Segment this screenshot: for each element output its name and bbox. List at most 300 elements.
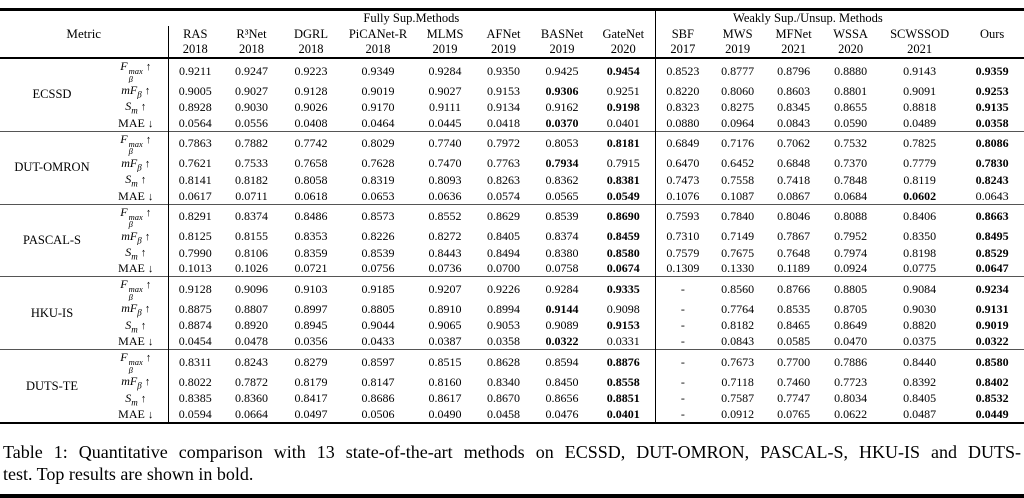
table-caption — [3, 441, 1021, 485]
value-cell: 0.8686 — [361, 391, 395, 406]
method-name: SCWSSOD — [890, 26, 950, 41]
dataset-label: DUT-OMRON — [0, 131, 104, 204]
metric-label: MAE ↓ — [118, 334, 154, 349]
value-cell: 0.7621 — [168, 156, 222, 172]
value-cell: 0.8381 — [606, 172, 640, 187]
value-cell: 0.8495 — [975, 229, 1009, 244]
value-cell: 0.8058 — [294, 172, 328, 187]
value-cell: 0.7848 — [834, 172, 868, 187]
value-cell: 0.8275 — [721, 100, 755, 115]
method-name: RAS — [168, 26, 222, 42]
value-cell: 0.9349 — [341, 58, 415, 83]
value-cell: 0.9134 — [487, 100, 520, 115]
method-name: BASNet — [540, 26, 584, 41]
value-cell: 0.0574 — [487, 188, 520, 203]
value-cell: 0.0387 — [428, 334, 462, 349]
value-cell: 0.0684 — [834, 188, 868, 203]
value-cell: 0.9207 — [415, 277, 475, 302]
value-cell: 0.8663 — [960, 204, 1024, 229]
value-cell: 0.9306 — [545, 83, 579, 98]
value-cell: 0.7872 — [235, 374, 268, 389]
metric-label: $S_m$ ↑ — [125, 317, 147, 335]
data-row — [0, 229, 1024, 245]
value-cell: 0.0506 — [361, 406, 395, 421]
data-row — [0, 172, 1024, 188]
value-cell: 0.8801 — [834, 83, 868, 98]
value-cell: 0.7974 — [834, 245, 868, 260]
value-cell: 0.7867 — [777, 229, 811, 244]
value-cell: 0.8818 — [903, 100, 937, 115]
value-cell: 0.7593 — [655, 204, 710, 229]
value-cell: 0.7952 — [834, 229, 868, 244]
method-name: R³Net — [236, 26, 267, 41]
metric-label: $S_m$ ↑ — [125, 172, 147, 189]
value-cell: 0.9247 — [222, 58, 281, 83]
value-cell: 0.8532 — [975, 391, 1009, 406]
value-cell: 0.0643 — [975, 188, 1009, 203]
value-cell: 0.8539 — [361, 245, 395, 260]
value-cell: 0.8670 — [487, 391, 520, 406]
value-cell: 0.0464 — [361, 115, 395, 130]
value-cell: 0.9005 — [168, 83, 222, 99]
value-cell: 0.0880 — [655, 116, 710, 132]
value-cell: 0.8220 — [655, 83, 710, 99]
value-cell: 0.7460 — [777, 374, 811, 389]
value-cell: 0.6848 — [777, 156, 811, 171]
value-cell: 0.8807 — [235, 302, 268, 317]
value-cell: 0.0331 — [606, 334, 640, 349]
value-cell: 0.7062 — [765, 131, 822, 156]
value-cell: 0.0674 — [606, 261, 640, 276]
value-cell: 0.8088 — [822, 204, 879, 229]
value-cell: - — [655, 374, 710, 390]
value-cell: 0.7779 — [903, 156, 937, 171]
value-cell: 0.9350 — [475, 58, 532, 83]
value-cell: 0.8486 — [281, 204, 341, 229]
value-cell: 0.0356 — [294, 334, 328, 349]
method-year: 2019 — [725, 42, 751, 56]
data-row — [0, 83, 1024, 99]
value-cell: - — [655, 391, 710, 407]
value-cell: 0.8997 — [294, 302, 328, 317]
metric-arrow-icon: ↑ — [140, 246, 147, 259]
value-cell: - — [655, 334, 710, 350]
value-cell: 0.7830 — [975, 156, 1009, 171]
value-cell: 0.8874 — [168, 318, 222, 334]
metric-arrow-icon: ↑ — [145, 279, 152, 292]
method-year: 2021 — [781, 42, 807, 56]
metric-label: $mF_\beta$ ↑ — [121, 301, 151, 318]
value-cell: 0.8580 — [606, 245, 640, 260]
value-cell: 0.8628 — [475, 350, 532, 375]
metric-arrow-icon: ↑ — [144, 157, 151, 170]
value-cell: 0.0721 — [294, 261, 328, 276]
value-cell: 0.0458 — [487, 406, 520, 421]
value-cell: 0.9053 — [487, 318, 520, 333]
metric-column-header: Metric — [66, 26, 102, 41]
value-cell: 0.7747 — [777, 391, 811, 406]
value-cell: 0.8655 — [834, 100, 868, 115]
metric-arrow-icon: ↓ — [147, 117, 154, 130]
metric-label: $S_m$ ↑ — [125, 390, 147, 407]
value-cell: 0.8920 — [235, 318, 268, 333]
value-cell: 0.1189 — [777, 261, 810, 276]
metric-arrow-icon: ↑ — [144, 376, 151, 389]
value-cell: 0.7972 — [475, 131, 532, 156]
metric-arrow-icon: ↑ — [140, 101, 147, 114]
value-cell: 0.8243 — [975, 172, 1009, 187]
value-cell: - — [655, 350, 710, 375]
value-cell: 0.8928 — [168, 99, 222, 115]
value-cell: 0.9335 — [592, 277, 655, 302]
value-cell: 0.8181 — [592, 131, 655, 156]
value-cell: 0.7764 — [721, 302, 755, 317]
method-name: SBF — [655, 26, 710, 42]
value-cell: 0.9128 — [168, 277, 222, 302]
value-cell: 0.6470 — [655, 156, 710, 172]
value-cell: 0.0478 — [235, 334, 268, 349]
value-cell: 0.0358 — [975, 115, 1009, 130]
value-cell: 0.9135 — [975, 100, 1009, 115]
data-row — [0, 277, 1024, 302]
value-cell: 0.8226 — [361, 229, 395, 244]
value-cell: - — [655, 318, 710, 334]
value-cell: 0.0322 — [975, 334, 1009, 349]
data-row — [0, 261, 1024, 277]
method-year: 2020 — [610, 42, 636, 56]
value-cell: 0.8443 — [428, 245, 462, 260]
method-year: 2018 — [239, 42, 264, 56]
value-cell: 0.0765 — [777, 406, 811, 421]
value-cell: 0.0454 — [168, 334, 222, 350]
dataset-label: ECSSD — [0, 58, 104, 131]
value-cell: 0.9185 — [341, 277, 415, 302]
metric-label: MAE ↓ — [118, 406, 154, 421]
value-cell: 0.8910 — [428, 302, 462, 317]
value-cell: 0.0843 — [721, 334, 755, 349]
method-name: DGRL — [293, 26, 329, 41]
value-cell: 0.8597 — [341, 350, 415, 375]
value-cell: 0.8182 — [721, 318, 755, 333]
method-year: 2018 — [365, 42, 391, 56]
bottom-rule — [0, 494, 1024, 498]
value-cell: 0.0653 — [361, 188, 395, 203]
value-cell: 0.8263 — [487, 172, 520, 187]
value-cell: 0.9019 — [975, 318, 1009, 333]
value-cell: 0.0602 — [903, 188, 937, 203]
value-cell: 0.0565 — [545, 188, 579, 203]
data-row — [0, 407, 1024, 423]
value-cell: 0.0497 — [294, 406, 328, 421]
value-cell: 0.9223 — [281, 58, 341, 83]
value-cell: 0.9026 — [294, 100, 328, 115]
value-cell: 0.7532 — [822, 131, 879, 156]
value-cell: 0.0433 — [361, 334, 395, 349]
value-cell: 0.0775 — [903, 261, 937, 276]
value-cell: 0.7658 — [294, 156, 328, 171]
value-cell: 0.9198 — [606, 100, 640, 115]
value-cell: 0.8340 — [487, 374, 520, 389]
data-row — [0, 156, 1024, 172]
value-cell: 0.0700 — [487, 261, 520, 276]
value-cell: 0.1013 — [168, 261, 222, 277]
data-row — [0, 58, 1024, 83]
metric-label: MAE ↓ — [118, 115, 154, 130]
value-cell: 0.9044 — [361, 318, 395, 333]
value-cell: 0.9170 — [361, 100, 395, 115]
value-cell: 0.0843 — [777, 115, 811, 130]
metric-label: $S_m$ ↑ — [125, 244, 147, 262]
value-cell: 0.7628 — [361, 156, 395, 171]
value-cell: 0.8353 — [294, 229, 328, 244]
value-cell: 0.9234 — [960, 277, 1024, 302]
value-cell: 0.9253 — [975, 83, 1009, 98]
method-name: MFNet — [775, 26, 812, 41]
value-cell: 0.9103 — [281, 277, 341, 302]
value-cell: 0.8160 — [428, 374, 462, 389]
value-cell: 0.9065 — [428, 318, 462, 333]
value-cell: 0.7473 — [655, 172, 710, 188]
value-cell: 0.8319 — [361, 172, 395, 187]
value-cell: 0.7700 — [765, 350, 822, 375]
value-cell: 0.0756 — [361, 261, 395, 276]
value-cell: 0.7990 — [168, 245, 222, 261]
metric-arrow-icon: ↑ — [145, 133, 152, 146]
value-cell: 0.9027 — [428, 83, 462, 98]
value-cell: 0.8141 — [168, 172, 222, 188]
value-cell: 0.8535 — [777, 302, 811, 317]
value-cell: 0.8119 — [903, 172, 936, 187]
value-cell: 0.8529 — [975, 245, 1009, 260]
value-cell: 0.8182 — [235, 172, 268, 187]
value-cell: 0.0408 — [294, 115, 328, 130]
method-name: PiCANet-R — [348, 26, 408, 41]
value-cell: 0.8560 — [710, 277, 765, 302]
method-name: AFNet — [486, 26, 521, 41]
value-cell: 0.9144 — [545, 302, 579, 317]
value-cell: 0.9019 — [361, 83, 395, 98]
value-cell: 0.8147 — [361, 374, 395, 389]
value-cell: 0.8034 — [834, 391, 868, 406]
value-cell: 0.9211 — [168, 58, 222, 83]
value-cell: 0.0622 — [834, 406, 868, 421]
value-cell: 0.7740 — [415, 131, 475, 156]
group-header: Weakly Sup./Unsup. Methods — [655, 10, 960, 27]
metric-arrow-icon: ↑ — [145, 352, 152, 365]
value-cell: 0.9359 — [960, 58, 1024, 83]
method-year: 2017 — [655, 42, 710, 58]
value-cell: 0.8805 — [361, 302, 395, 317]
value-cell: 0.9030 — [235, 100, 268, 115]
value-cell: 0.8603 — [777, 83, 811, 98]
value-cell: 0.7418 — [777, 172, 811, 187]
value-cell: 0.8093 — [428, 172, 462, 187]
value-cell: 0.8440 — [879, 350, 960, 375]
value-cell: 0.8405 — [487, 229, 520, 244]
group-header: Fully Sup.Methods — [363, 11, 460, 25]
value-cell: 0.1087 — [721, 188, 755, 203]
table-body — [0, 58, 1024, 423]
value-cell: 0.8086 — [960, 131, 1024, 156]
value-cell: 0.8851 — [606, 391, 640, 406]
value-cell: 0.8705 — [834, 302, 868, 317]
value-cell: 0.7149 — [721, 229, 755, 244]
value-cell: 0.9425 — [532, 58, 592, 83]
value-cell: 0.8022 — [168, 374, 222, 390]
value-cell: 0.7763 — [487, 156, 520, 171]
value-cell: 0.8243 — [222, 350, 281, 375]
dataset-label: PASCAL-S — [0, 204, 104, 277]
value-cell: - — [655, 301, 710, 317]
value-cell: 0.8350 — [903, 229, 937, 244]
method-year: 2019 — [549, 42, 575, 56]
value-cell: 0.8450 — [545, 374, 579, 389]
value-cell: 0.0585 — [777, 334, 811, 349]
value-cell: 0.0618 — [294, 188, 328, 203]
value-cell: 0.8380 — [545, 245, 579, 260]
metric-label: $mF_\beta$ ↑ — [121, 228, 151, 245]
value-cell: 0.0401 — [606, 406, 640, 421]
value-cell: 0.7915 — [606, 156, 640, 171]
value-cell: 0.8179 — [294, 374, 328, 389]
metric-arrow-icon: ↓ — [147, 190, 154, 203]
value-cell: 0.0487 — [903, 406, 937, 421]
value-cell: 0.7840 — [710, 204, 765, 229]
value-cell: 0.9153 — [606, 318, 640, 333]
value-cell: 0.8272 — [428, 229, 462, 244]
value-cell: 0.8374 — [545, 229, 579, 244]
data-row — [0, 204, 1024, 229]
value-cell: 0.0358 — [487, 334, 520, 349]
method-name: GateNet — [602, 26, 645, 41]
value-cell: 0.8311 — [168, 350, 222, 375]
value-cell: 0.8291 — [168, 204, 222, 229]
value-cell: 0.8406 — [879, 204, 960, 229]
value-cell: 0.9128 — [294, 83, 328, 98]
value-cell: 0.7863 — [168, 131, 222, 156]
value-cell: 0.0375 — [903, 334, 937, 349]
value-cell: 0.7558 — [721, 172, 755, 187]
value-cell: 0.7723 — [834, 374, 868, 389]
value-cell: 0.8876 — [592, 350, 655, 375]
value-cell: 0.9153 — [487, 83, 520, 98]
method-name: MLMS — [426, 26, 464, 41]
metric-arrow-icon: ↑ — [145, 206, 152, 219]
dataset-label: DUTS-TE — [0, 350, 104, 423]
value-cell: 0.8125 — [168, 229, 222, 245]
method-name: MWS — [722, 26, 753, 41]
value-cell: 0.8766 — [765, 277, 822, 302]
value-cell: 0.9226 — [475, 277, 532, 302]
value-cell: 0.8279 — [281, 350, 341, 375]
value-cell: 0.8465 — [777, 318, 811, 333]
value-cell: - — [655, 277, 710, 302]
value-cell: 0.0489 — [903, 115, 937, 130]
value-cell: 0.8558 — [606, 374, 640, 389]
value-cell: 0.0564 — [168, 116, 222, 132]
value-cell: 0.8515 — [415, 350, 475, 375]
method-year: 2018 — [298, 42, 324, 56]
value-cell: 0.0549 — [606, 188, 640, 203]
value-cell: 0.8402 — [975, 374, 1009, 389]
value-cell: 0.0924 — [834, 261, 868, 276]
value-cell: 0.9098 — [606, 302, 640, 317]
data-row — [0, 99, 1024, 115]
value-cell: 0.8494 — [487, 245, 520, 260]
value-cell: 0.8046 — [765, 204, 822, 229]
value-cell: 0.8060 — [721, 83, 755, 98]
ours-column-header: Ours — [979, 26, 1005, 41]
method-name: WSSA — [833, 26, 868, 41]
value-cell: 0.0647 — [975, 261, 1009, 276]
value-cell: 0.8875 — [168, 301, 222, 317]
value-cell: 0.0490 — [428, 406, 462, 421]
metric-label: F max β ↑ — [104, 204, 168, 229]
data-row — [0, 374, 1024, 390]
value-cell: 0.9027 — [235, 83, 268, 98]
value-cell: 0.8385 — [168, 391, 222, 407]
value-cell: 0.0636 — [428, 188, 462, 203]
metric-label: F max β ↑ — [104, 58, 168, 83]
value-cell: 0.0758 — [545, 261, 579, 276]
value-cell: 0.9284 — [532, 277, 592, 302]
value-cell: 0.9084 — [879, 277, 960, 302]
value-cell: 0.8777 — [710, 58, 765, 83]
value-cell: 0.8580 — [960, 350, 1024, 375]
value-cell: 0.0594 — [168, 407, 222, 423]
metric-label: MAE ↓ — [118, 188, 154, 203]
value-cell: 0.7675 — [721, 245, 755, 260]
value-cell: 0.0449 — [975, 406, 1009, 421]
value-cell: 0.7176 — [710, 131, 765, 156]
value-cell: 0.9454 — [592, 58, 655, 83]
value-cell: 0.8374 — [222, 204, 281, 229]
value-cell: 0.7882 — [222, 131, 281, 156]
value-cell: 0.8106 — [235, 245, 268, 260]
data-row — [0, 189, 1024, 205]
value-cell: 0.0736 — [428, 261, 462, 276]
value-cell: 0.0401 — [606, 115, 640, 130]
metric-label: MAE ↓ — [118, 261, 154, 276]
metric-arrow-icon: ↑ — [144, 230, 151, 243]
value-cell: 0.8198 — [903, 245, 937, 260]
metric-arrow-icon: ↓ — [147, 336, 154, 349]
method-year: 2021 — [907, 42, 933, 56]
metric-label: $mF_\beta$ ↑ — [121, 374, 151, 391]
caption-line-2: test. Top results are shown in bold. — [3, 463, 254, 484]
metric-label: F max β ↑ — [104, 350, 168, 375]
value-cell: 0.0590 — [834, 115, 868, 130]
value-cell: 0.8552 — [415, 204, 475, 229]
data-row — [0, 131, 1024, 156]
metric-arrow-icon: ↑ — [145, 61, 152, 73]
value-cell: 0.8880 — [822, 58, 879, 83]
value-cell: 0.8805 — [822, 277, 879, 302]
comparison-table — [0, 8, 1024, 424]
value-cell: 0.8362 — [545, 172, 579, 187]
value-cell: 0.7648 — [777, 245, 811, 260]
metric-arrow-icon: ↑ — [140, 174, 147, 187]
value-cell: 0.8359 — [294, 245, 328, 260]
data-row — [0, 350, 1024, 375]
value-cell: 0.8573 — [341, 204, 415, 229]
value-cell: 0.7370 — [834, 156, 868, 171]
value-cell: 0.9131 — [975, 302, 1009, 317]
method-year: 2020 — [838, 42, 864, 56]
group-header-row — [0, 10, 1024, 27]
value-cell: 0.6849 — [655, 131, 710, 156]
metric-label: F max β ↑ — [104, 131, 168, 156]
